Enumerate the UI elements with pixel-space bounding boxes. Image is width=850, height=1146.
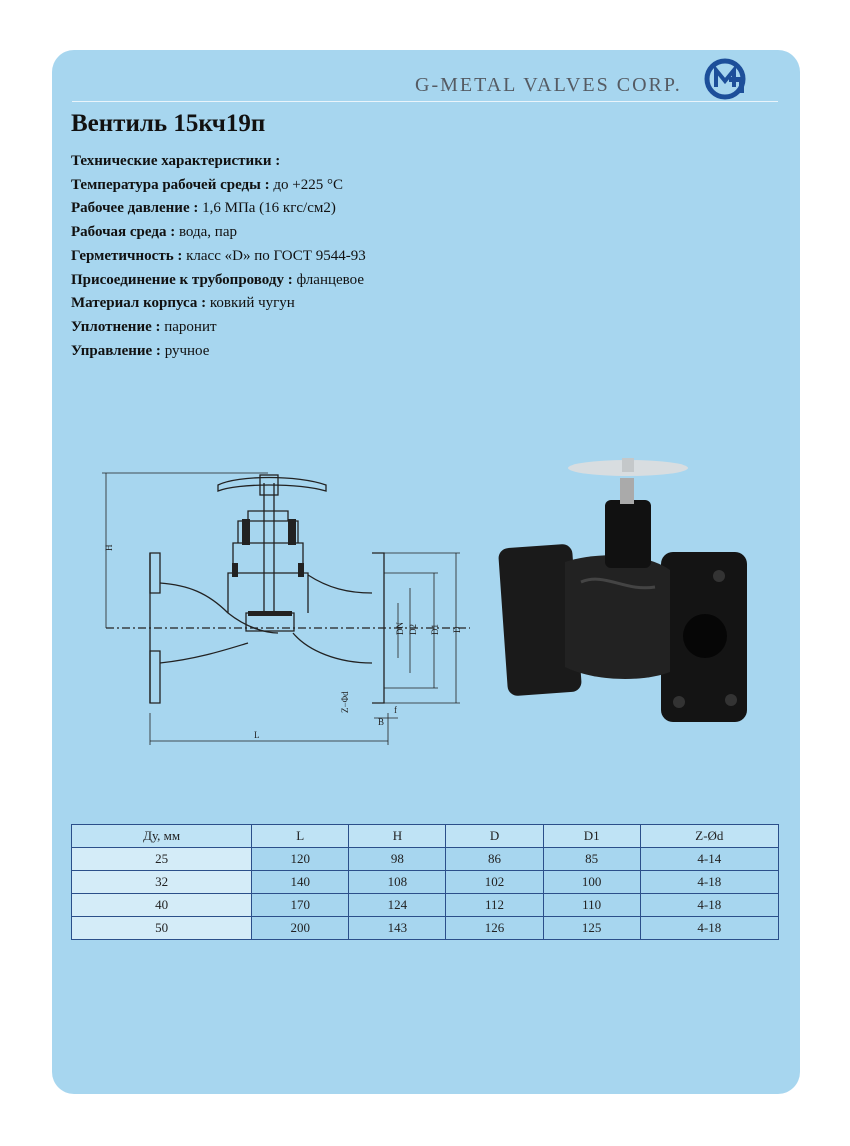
spec-row [71,292,366,316]
dim-label-d2: D2 [408,624,418,635]
spec-value: фланцевое [292,271,364,288]
valve-technical-drawing [98,463,470,753]
spec-label: Рабочая среда : [71,224,176,241]
spec-value: вода, пар [175,224,237,241]
dim-label-f: f [394,705,397,715]
spec-value: 1,6 МПа (16 кгс/см2) [198,200,336,217]
table-header-row [72,825,779,848]
table-cell: 100 [543,871,640,894]
table-cell: 126 [446,917,543,940]
company-name: G-METAL VALVES CORP. [415,74,682,96]
spec-row [71,150,366,174]
table-cell: 85 [543,848,640,871]
spec-row [71,340,366,364]
gm-logo-icon [703,57,749,101]
table-cell: 170 [252,894,349,917]
dim-label-d1: D1 [430,624,440,635]
table-cell: 32 [72,871,252,894]
table-cell: 4-18 [640,871,778,894]
table-header-cell: L [252,825,349,848]
table-cell: 98 [349,848,446,871]
table-row [72,917,779,940]
dim-label-b: B [378,717,385,727]
spec-value: ручное [160,342,210,359]
table-cell: 50 [72,917,252,940]
table-cell: 110 [543,894,640,917]
table-cell: 25 [72,848,252,871]
table-header-cell: D1 [543,825,640,848]
spec-label: Управление : [71,342,161,359]
dim-label-l: L [254,730,260,740]
table-cell: 4-18 [640,894,778,917]
dim-label-d: D [452,626,462,633]
table-cell: 4-18 [640,917,778,940]
table-row [72,848,779,871]
table-cell: 108 [349,871,446,894]
table-row [72,871,779,894]
valve-product-photo [495,452,757,730]
table-cell: 125 [543,917,640,940]
table-header-cell: D [446,825,543,848]
spec-list [71,150,366,363]
table-cell: 200 [252,917,349,940]
dim-label-dn: DN [395,622,405,635]
header-divider [72,101,778,102]
table-header-cell: Z-Ød [640,825,778,848]
table-cell: 40 [72,894,252,917]
product-title: Вентиль 15кч19п [71,110,266,137]
spec-value: паронит [160,318,217,335]
dim-label-h: H [104,544,114,551]
spec-row [71,197,366,221]
table-cell: 120 [252,848,349,871]
spec-label: Температура рабочей среды : [71,176,270,193]
spec-label: Присоединение к трубопроводу : [71,271,293,288]
spec-label: Герметичность : [71,247,183,264]
dim-label-zd: Z−Φd [340,691,350,713]
spec-row [71,316,366,340]
spec-value: ковкий чугун [206,295,295,312]
spec-label: Рабочее давление : [71,200,199,217]
table-cell: 112 [446,894,543,917]
table-header-cell: Ду, мм [72,825,252,848]
spec-value: до +225 °С [269,176,343,193]
spec-row [71,269,366,293]
table-cell: 102 [446,871,543,894]
spec-label: Технические характеристики : [71,153,281,169]
spec-row [71,221,366,245]
table-cell: 86 [446,848,543,871]
table-row [72,894,779,917]
table-header-cell: H [349,825,446,848]
dimensions-table [71,824,779,940]
table-cell: 124 [349,894,446,917]
spec-row [71,245,366,269]
spec-label: Материал корпуса : [71,295,207,312]
spec-row [71,174,366,198]
spec-value: класс «D» по ГОСТ 9544-93 [182,247,366,264]
table-cell: 4-14 [640,848,778,871]
spec-label: Уплотнение : [71,318,161,335]
table-cell: 140 [252,871,349,894]
table-cell: 143 [349,917,446,940]
